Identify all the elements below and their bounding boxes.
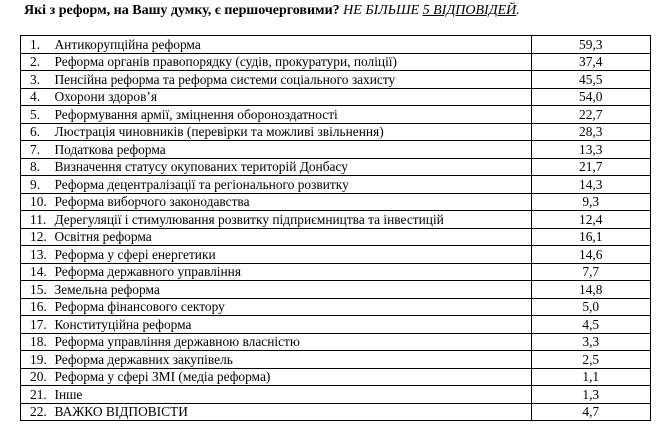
reform-label: ВАЖКО ВІДПОВІСТИ <box>53 403 532 421</box>
table-row <box>21 351 651 369</box>
reform-label: Реформа у сфері ЗМІ (медіа реформа) <box>53 368 532 386</box>
table-row <box>21 71 651 89</box>
question-heading <box>24 3 654 19</box>
table-row <box>21 281 651 299</box>
reform-label: Реформа у сфері енергетики <box>53 246 532 264</box>
table-row <box>21 53 651 71</box>
table-row <box>21 228 651 246</box>
percent-value: 5,0 <box>531 298 651 316</box>
row-number: 18. <box>21 333 53 351</box>
row-number: 4. <box>21 88 53 106</box>
percent-value: 14,3 <box>531 176 651 194</box>
table-row <box>21 88 651 106</box>
percent-value: 4,5 <box>531 316 651 334</box>
reform-label: Реформування армії, зміцнення обороноздатності <box>53 106 532 124</box>
reform-label: Реформа органів правопорядку (судів, прокуратури, поліції) <box>53 53 532 71</box>
results-table <box>20 35 651 421</box>
table-row <box>21 176 651 194</box>
reform-label: Антикорупційна реформа <box>53 36 532 54</box>
reform-label: Інше <box>53 386 532 404</box>
row-number: 19. <box>21 351 53 369</box>
results-table-body <box>21 36 651 421</box>
row-number: 20. <box>21 368 53 386</box>
reform-label: Люстрація чиновників (перевірки та можливі звільнення) <box>53 123 532 141</box>
table-row <box>21 211 651 229</box>
reform-label: Конституційна реформа <box>53 316 532 334</box>
table-row <box>21 316 651 334</box>
percent-value: 59,3 <box>531 36 651 54</box>
row-number: 17. <box>21 316 53 334</box>
percent-value: 14,8 <box>531 281 651 299</box>
table-row <box>21 386 651 404</box>
percent-value: 14,6 <box>531 246 651 264</box>
row-number: 5. <box>21 106 53 124</box>
reform-label: Реформа фінансового сектору <box>53 298 532 316</box>
reform-label: Пенсійна реформа та реформа системи соціального захисту <box>53 71 532 89</box>
reform-label: Реформа виборчого законодавства <box>53 193 532 211</box>
reform-label: Дерегуляції і стимулювання розвитку підприємництва та інвестицій <box>53 211 532 229</box>
row-number: 10. <box>21 193 53 211</box>
table-row <box>21 333 651 351</box>
percent-value: 21,7 <box>531 158 651 176</box>
percent-value: 2,5 <box>531 351 651 369</box>
row-number: 11. <box>21 211 53 229</box>
answer-limit-count: 5 ВІДПОВІДЕЙ <box>422 3 517 18</box>
reform-label: Реформа децентралізації та регіонального розвитку <box>53 176 532 194</box>
table-row <box>21 106 651 124</box>
row-number: 13. <box>21 246 53 264</box>
row-number: 14. <box>21 263 53 281</box>
table-row <box>21 158 651 176</box>
answer-limit-prefix: НЕ БІЛЬШЕ <box>343 3 420 18</box>
percent-value: 54,0 <box>531 88 651 106</box>
percent-value: 9,3 <box>531 193 651 211</box>
row-number: 3. <box>21 71 53 89</box>
reform-label: Охорони здоров’я <box>53 88 532 106</box>
percent-value: 3,3 <box>531 333 651 351</box>
percent-value: 45,5 <box>531 71 651 89</box>
reform-label: Освітня реформа <box>53 228 532 246</box>
answer-limit-suffix: . <box>516 3 520 18</box>
row-number: 1. <box>21 36 53 54</box>
question-text: Які з реформ, на Вашу думку, є першочерговими? <box>24 3 340 18</box>
percent-value: 13,3 <box>531 141 651 159</box>
answer-limit-note <box>343 3 520 18</box>
reform-label: Реформа управління державною власністю <box>53 333 532 351</box>
table-row <box>21 36 651 54</box>
percent-value: 16,1 <box>531 228 651 246</box>
table-row <box>21 298 651 316</box>
row-number: 8. <box>21 158 53 176</box>
row-number: 15. <box>21 281 53 299</box>
row-number: 7. <box>21 141 53 159</box>
row-number: 6. <box>21 123 53 141</box>
percent-value: 1,3 <box>531 386 651 404</box>
table-row <box>21 246 651 264</box>
row-number: 16. <box>21 298 53 316</box>
percent-value: 7,7 <box>531 263 651 281</box>
reform-label: Реформа державного управління <box>53 263 532 281</box>
row-number: 2. <box>21 53 53 71</box>
table-row <box>21 123 651 141</box>
row-number: 12. <box>21 228 53 246</box>
table-row <box>21 403 651 421</box>
table-row <box>21 263 651 281</box>
table-row <box>21 141 651 159</box>
row-number: 9. <box>21 176 53 194</box>
reform-label: Реформа державних закупівель <box>53 351 532 369</box>
percent-value: 4,7 <box>531 403 651 421</box>
percent-value: 1,1 <box>531 368 651 386</box>
row-number: 21. <box>21 386 53 404</box>
percent-value: 22,7 <box>531 106 651 124</box>
table-row <box>21 368 651 386</box>
percent-value: 12,4 <box>531 211 651 229</box>
row-number: 22. <box>21 403 53 421</box>
reform-label: Земельна реформа <box>53 281 532 299</box>
table-row <box>21 193 651 211</box>
percent-value: 28,3 <box>531 123 651 141</box>
reform-label: Визначення статусу окупованих територій Донбасу <box>53 158 532 176</box>
percent-value: 37,4 <box>531 53 651 71</box>
reform-label: Податкова реформа <box>53 141 532 159</box>
